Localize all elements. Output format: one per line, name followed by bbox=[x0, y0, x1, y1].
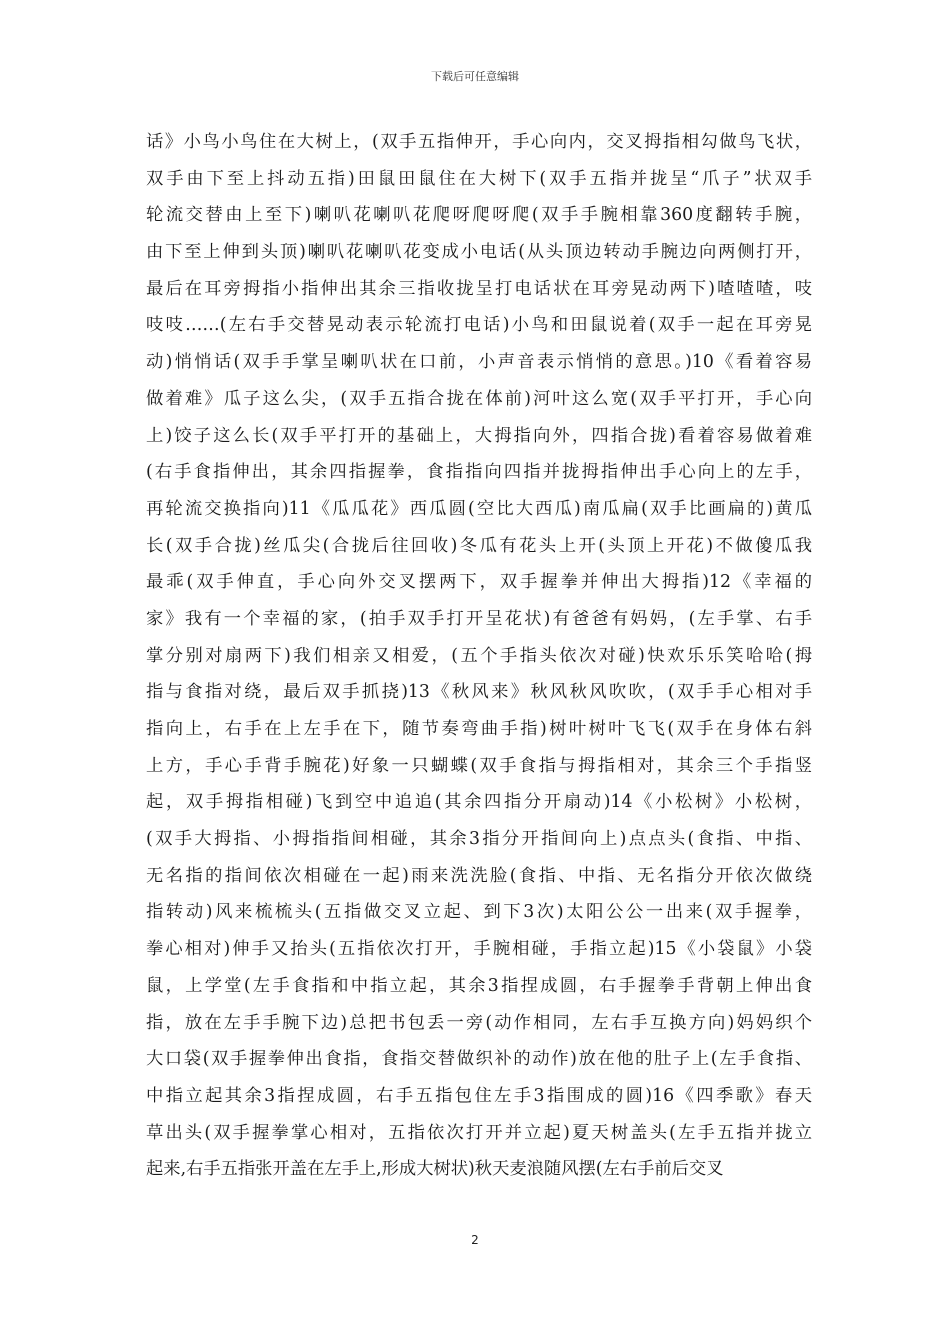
text-line: 指向上，右手在上左手在下，随节奏弯曲手指)树叶树叶飞飞(双手在身体右斜 bbox=[146, 719, 812, 739]
text-line: 指，放在左手手腕下边)总把书包丢一旁(动作相同，左右手互换方向)妈妈织个 bbox=[146, 1012, 812, 1033]
text-line: 指与食指对绕，最后双手抓挠)13《秋风来》秋风秋风吹吹，(双手手心相对手 bbox=[146, 682, 812, 703]
page-header: 下载后可任意编辑 bbox=[431, 70, 519, 83]
text-line: 指转动)风来梳梳头(五指做交叉立起、到下3次)太阳公公一出来(双手握拳， bbox=[146, 902, 812, 923]
text-line: (双手大拇指、小拇指指间相碰，其余3指分开指间向上)点点头(食指、中指、 bbox=[146, 829, 812, 850]
text-line: 吱吱……(左右手交替晃动表示轮流打电话)小鸟和田鼠说着(双手一起在耳旁晃 bbox=[146, 315, 812, 336]
text-line: 话》小鸟小鸟住在大树上，(双手五指伸开，手心向内，交叉拇指相勾做鸟飞状， bbox=[146, 132, 812, 152]
text-line: 大口袋(双手握拳伸出食指，食指交替做织补的动作)放在他的肚子上(左手食指、 bbox=[146, 1049, 812, 1070]
text-line: 掌分别对扇两下)我们相亲又相爱，(五个手指头依次对碰)快欢乐乐笑哈哈(拇 bbox=[146, 645, 812, 666]
text-line: 最后在耳旁拇指小指伸出其余三指收拢呈打电话状在耳旁晃动两下)喳喳喳，吱 bbox=[146, 278, 812, 299]
text-line: 拳心相对)伸手又抬头(五指依次打开，手腕相碰，手指立起)15《小袋鼠》小袋 bbox=[146, 939, 812, 960]
text-line: 无名指的指间依次相碰在一起)雨来洗洗脸(食指、中指、无名指分开依次做绕 bbox=[146, 865, 812, 886]
text-line: 做着难》瓜子这么尖，(双手五指合拢在体前)河叶这么宽(双手平打开，手心向 bbox=[146, 388, 812, 409]
text-line: 起，双手拇指相碰)飞到空中追追(其余四指分开扇动)14《小松树》小松树， bbox=[146, 792, 812, 813]
text-line: (右手食指伸出，其余四指握拳，食指指向四指并拢拇指伸出手心向上的左手， bbox=[146, 462, 812, 483]
text-line: 双手由下至上抖动五指)田鼠田鼠住在大树下(双手五指并拢呈“爪子”状双手 bbox=[146, 168, 812, 189]
text-line: 中指立起其余3指捏成圆，右手五指包住左手3指围成的圆)16《四季歌》春天 bbox=[146, 1085, 812, 1106]
text-line: 最乖(双手伸直，手心向外交叉摆两下，双手握拳并伸出大拇指)12《幸福的 bbox=[146, 572, 812, 593]
body-text bbox=[146, 124, 812, 1188]
page-number: 2 bbox=[471, 1233, 479, 1247]
text-line: 上)饺子这么长(双手平打开的基础上，大拇指向外，四指合拢)看着容易做着难 bbox=[146, 425, 812, 446]
text-line: 草出头(双手握拳掌心相对，五指依次打开并立起)夏天树盖头(左手五指并拢立 bbox=[146, 1122, 812, 1143]
text-line: 轮流交替由上至下)喇叭花喇叭花爬呀爬呀爬(双手手腕相靠360度翻转手腕， bbox=[146, 205, 812, 226]
text-line: 再轮流交换指向)11《瓜瓜花》西瓜圆(空比大西瓜)南瓜扁(双手比画扁的)黄瓜 bbox=[146, 498, 812, 519]
text-line: 动)悄悄话(双手手掌呈喇叭状在口前，小声音表示悄悄的意思。)10《看着容易 bbox=[146, 352, 812, 373]
text-line: 长(双手合拢)丝瓜尖(合拢后往回收)冬瓜有花头上开(头顶上开花)不做傻瓜我 bbox=[146, 535, 812, 556]
text-line: 家》我有一个幸福的家，(拍手双手打开呈花状)有爸爸有妈妈，(左手掌、右手 bbox=[146, 608, 812, 629]
text-line: 起来,右手五指张开盖在左手上,形成大树状)秋天麦浪随风摆(左右手前后交叉 bbox=[146, 1159, 724, 1180]
text-line: 上方，手心手背手腕花)好象一只蝴蝶(双手食指与拇指相对，其余三个手指竖 bbox=[146, 755, 812, 776]
text-line: 由下至上伸到头顶)喇叭花喇叭花变成小电话(从头顶边转动手腕边向两侧打开， bbox=[146, 242, 812, 263]
text-line: 鼠，上学堂(左手食指和中指立起，其余3指捏成圆，右手握拳手背朝上伸出食 bbox=[146, 975, 812, 996]
